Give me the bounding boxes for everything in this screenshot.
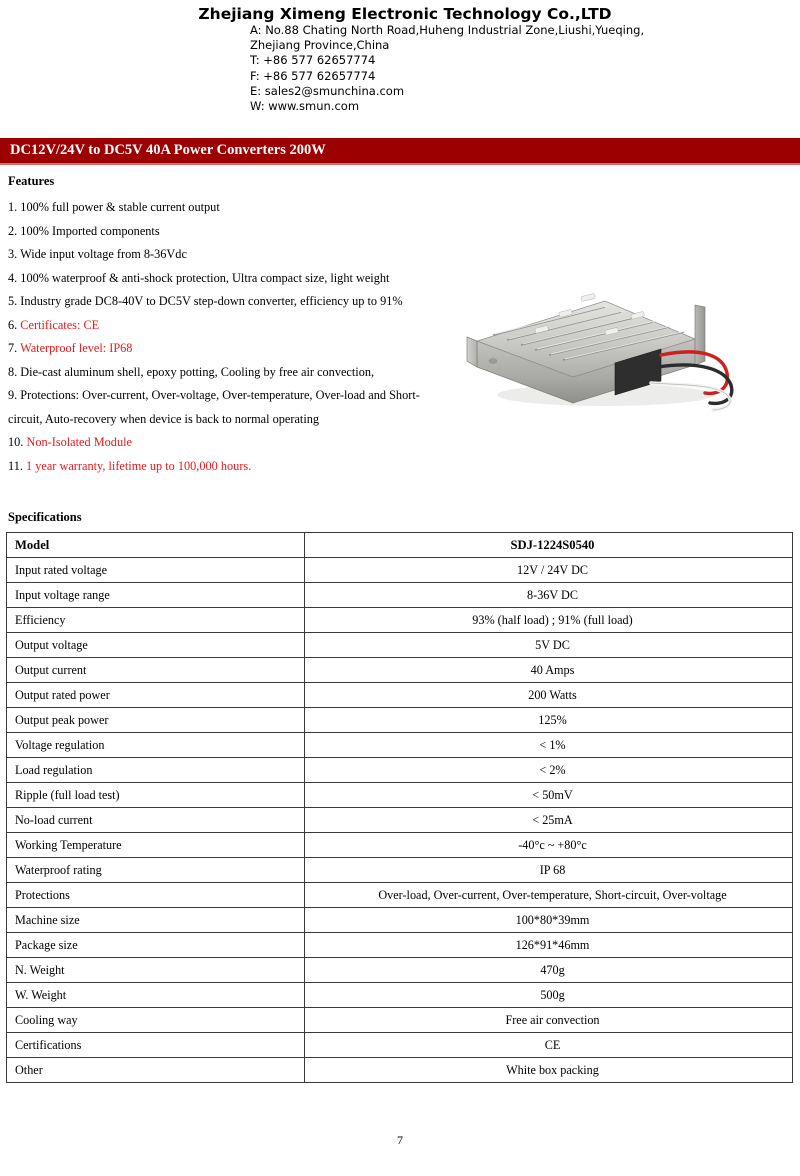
feature-number: 1. — [8, 200, 21, 215]
document-header — [0, 0, 800, 114]
feature-text: Die-cast aluminum shell, epoxy potting, Cooling by free air convection, — [20, 364, 375, 379]
spec-label: Other — [7, 1058, 305, 1083]
specifications-table — [6, 532, 793, 1083]
table-row — [7, 1058, 793, 1083]
feature-item — [8, 314, 438, 338]
feature-text: 100% waterproof & anti-shock protection, Ultra compact size, light weight — [20, 270, 390, 285]
spec-value: SDJ-1224S0540 — [305, 533, 793, 558]
spec-value: < 25mA — [305, 808, 793, 833]
feature-number: 6. — [8, 317, 21, 332]
spec-value: 125% — [305, 708, 793, 733]
feature-item — [8, 431, 438, 455]
spec-label: Certifications — [7, 1033, 305, 1058]
feature-number: 2. — [8, 223, 21, 238]
spec-label: Machine size — [7, 908, 305, 933]
spec-value: 470g — [305, 958, 793, 983]
spec-label: Input voltage range — [7, 583, 305, 608]
feature-text: Certificates: CE — [20, 317, 100, 332]
feature-item — [8, 337, 438, 361]
table-header-row — [7, 533, 793, 558]
spec-value: Free air convection — [305, 1008, 793, 1033]
table-row — [7, 983, 793, 1008]
feature-text: Non-Isolated Module — [26, 435, 132, 450]
mounting-hole — [489, 359, 497, 364]
spec-label: Input rated voltage — [7, 558, 305, 583]
spec-label: Efficiency — [7, 608, 305, 633]
feature-text: 1 year warranty, lifetime up to 100,000 hours. — [26, 458, 252, 473]
table-row — [7, 683, 793, 708]
spec-value: CE — [305, 1033, 793, 1058]
table-row — [7, 708, 793, 733]
spec-value: Over-load, Over-current, Over-temperature, Short-circuit, Over-voltage — [305, 883, 793, 908]
spec-label: Protections — [7, 883, 305, 908]
address-line-2: Zhejiang Province,China — [250, 38, 390, 53]
feature-number: 9. — [8, 388, 21, 403]
specifications-heading: Specifications — [8, 510, 82, 525]
power-converter-illustration — [455, 243, 775, 418]
spec-label: Waterproof rating — [7, 858, 305, 883]
feature-text: 100% full power & stable current output — [20, 200, 220, 215]
features-list — [8, 196, 438, 478]
spec-value: 93% (half load) ; 91% (full load) — [305, 608, 793, 633]
product-title: DC12V/24V to DC5V 40A Power Converters 200W — [0, 138, 800, 163]
spec-label: Output peak power — [7, 708, 305, 733]
table-row — [7, 1008, 793, 1033]
feature-number: 5. — [8, 294, 21, 309]
feature-text: Protections: Over-current, Over-voltage, Over-temperature, Over-load and Short-circuit, Auto-recovery when device is back to normal operating — [8, 388, 420, 426]
table-row — [7, 583, 793, 608]
table-row — [7, 808, 793, 833]
feature-number: 8. — [8, 364, 21, 379]
spec-label: Model — [7, 533, 305, 558]
table-row — [7, 933, 793, 958]
feature-item — [8, 243, 438, 267]
spec-label: Package size — [7, 933, 305, 958]
converter-left-endplate — [467, 337, 477, 367]
table-row — [7, 733, 793, 758]
feature-number: 3. — [8, 247, 21, 262]
table-row — [7, 783, 793, 808]
table-row — [7, 833, 793, 858]
feature-item — [8, 196, 438, 220]
feature-number: 10. — [8, 435, 27, 450]
spec-label: Ripple (full load test) — [7, 783, 305, 808]
feature-item — [8, 384, 438, 431]
company-name: Zhejiang Ximeng Electronic Technology Co.,LTD — [198, 5, 612, 23]
spec-value: 5V DC — [305, 633, 793, 658]
feature-text: Industry grade DC8-40V to DC5V step-down converter, efficiency up to 91% — [20, 294, 403, 309]
spec-label: Load regulation — [7, 758, 305, 783]
spec-value: 200 Watts — [305, 683, 793, 708]
table-row — [7, 633, 793, 658]
table-row — [7, 858, 793, 883]
spec-value: 40 Amps — [305, 658, 793, 683]
spec-label: Cooling way — [7, 1008, 305, 1033]
spec-label: N. Weight — [7, 958, 305, 983]
feature-number: 7. — [8, 341, 21, 356]
spec-label: W. Weight — [7, 983, 305, 1008]
spec-value: < 1% — [305, 733, 793, 758]
spec-value: 126*91*46mm — [305, 933, 793, 958]
feature-item — [8, 220, 438, 244]
features-heading: Features — [8, 174, 55, 189]
spec-value: 12V / 24V DC — [305, 558, 793, 583]
feature-text: 100% Imported components — [20, 223, 160, 238]
spec-label: Output current — [7, 658, 305, 683]
email-line: E: sales2@smunchina.com — [250, 83, 405, 98]
table-row — [7, 658, 793, 683]
telephone-line: T: +86 577 62657774 — [250, 53, 376, 68]
feature-item — [8, 267, 438, 291]
product-title-banner — [0, 138, 800, 165]
table-row — [7, 908, 793, 933]
table-row — [7, 1033, 793, 1058]
converter-body-side — [695, 305, 705, 365]
address-line-1: A: No.88 Chating North Road,Huheng Industrial Zone,Liushi,Yueqing, — [250, 23, 645, 37]
table-row — [7, 608, 793, 633]
spec-value: 100*80*39mm — [305, 908, 793, 933]
contact-block — [250, 23, 800, 114]
spec-label: No-load current — [7, 808, 305, 833]
spec-value: 500g — [305, 983, 793, 1008]
spec-value: 8-36V DC — [305, 583, 793, 608]
table-row — [7, 558, 793, 583]
spec-value: -40°c ~ +80°c — [305, 833, 793, 858]
feature-number: 11. — [8, 458, 26, 473]
feature-number: 4. — [8, 270, 21, 285]
website-line: W: www.smun.com — [250, 99, 360, 114]
table-row — [7, 958, 793, 983]
spec-label: Output rated power — [7, 683, 305, 708]
table-row — [7, 883, 793, 908]
feature-item — [8, 290, 438, 314]
table-row — [7, 758, 793, 783]
feature-text: Waterproof level: IP68 — [20, 341, 133, 356]
feature-text: Wide input voltage from 8-36Vdc — [20, 247, 187, 262]
page-number: 7 — [397, 1133, 403, 1147]
spec-value: White box packing — [305, 1058, 793, 1083]
spec-label: Output voltage — [7, 633, 305, 658]
feature-item — [8, 455, 438, 479]
spec-value: IP 68 — [305, 858, 793, 883]
title-underline-rule — [0, 163, 800, 165]
fax-line: F: +86 577 62657774 — [250, 68, 376, 83]
spec-label: Working Temperature — [7, 833, 305, 858]
product-photo — [455, 243, 775, 418]
spec-value: < 50mV — [305, 783, 793, 808]
feature-item — [8, 361, 438, 385]
spec-label: Voltage regulation — [7, 733, 305, 758]
spec-value: < 2% — [305, 758, 793, 783]
